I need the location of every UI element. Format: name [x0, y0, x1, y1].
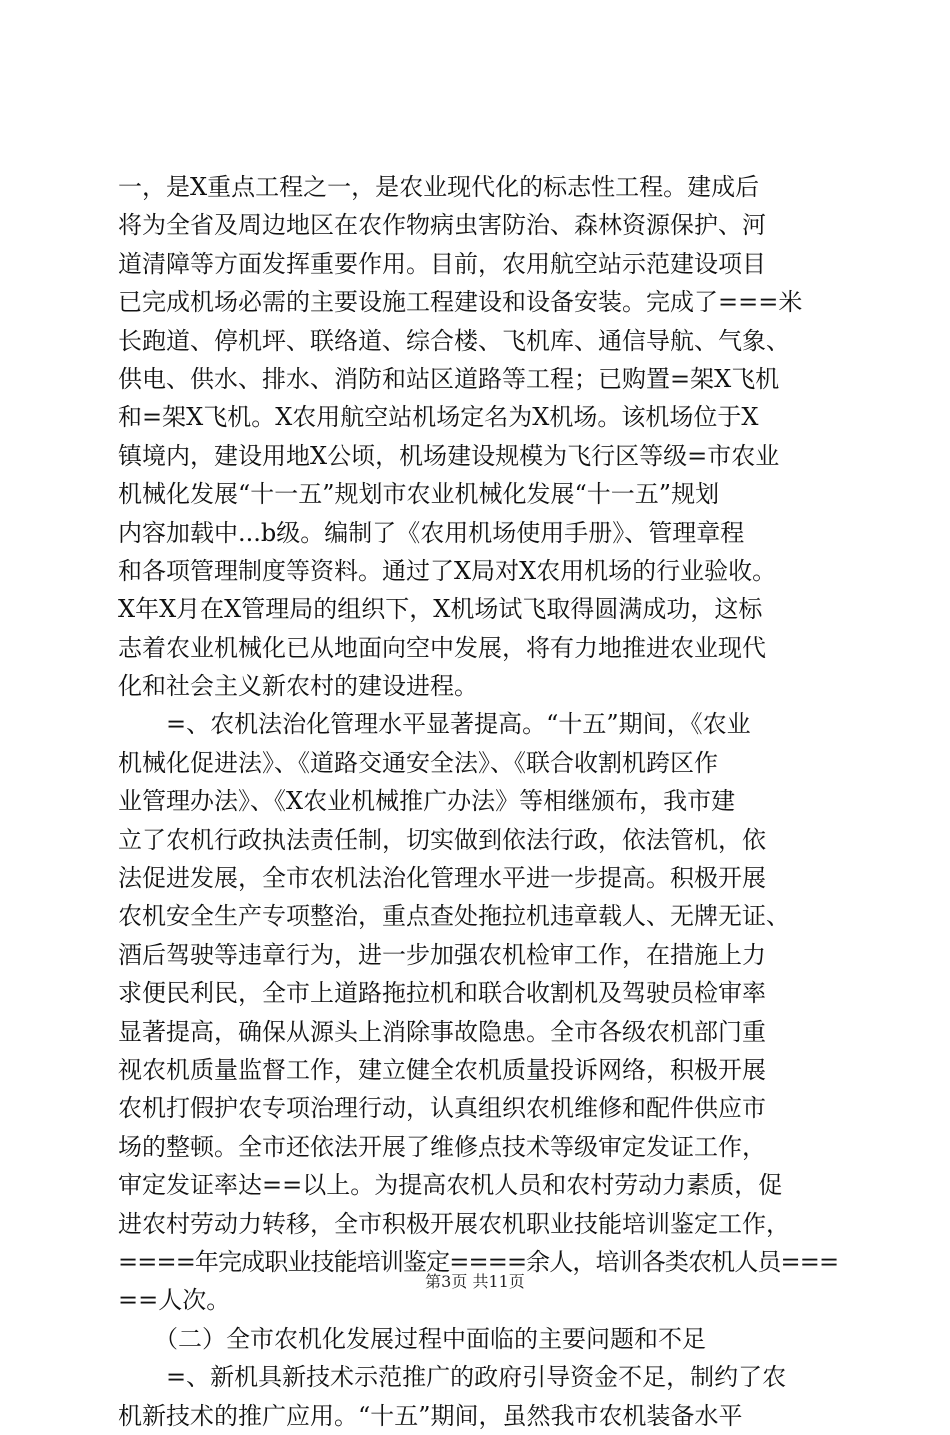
text-line: 供电、供水、排水、消防和站区道路等工程；已购置=架X飞机	[118, 364, 780, 393]
text-line: 立了农机行政执法责任制，切实做到依法行政，依法管机，依	[118, 825, 766, 854]
text-line: 农机打假护农专项治理行动，认真组织农机维修和配件供应市	[118, 1094, 766, 1123]
text-line: 显著提高，确保从源头上消除事故隐患。全市各级农机部门重	[118, 1017, 766, 1046]
text-line: 酒后驾驶等违章行为，进一步加强农机检审工作，在措施上力	[118, 940, 766, 969]
text-line: 农机安全生产专项整治，重点查处拖拉机违章载人、无牌无证、	[118, 902, 790, 931]
text-line: 志着农业机械化已从地面向空中发展，将有力地推进农业现代	[118, 633, 766, 662]
text-line: 求便民利民，全市上道路拖拉机和联合收割机及驾驶员检审率	[118, 979, 766, 1008]
text-line: （二）全市农机化发展过程中面临的主要问题和不足	[118, 1324, 706, 1353]
text-line: 道清障等方面发挥重要作用。目前，农用航空站示范建设项目	[118, 249, 766, 278]
text-line: 视农机质量监督工作，建立健全农机质量投诉网络，积极开展	[118, 1055, 766, 1084]
text-line: 一，是X重点工程之一，是农业现代化的标志性工程。建成后	[118, 173, 760, 201]
text-line: 法促进发展，全市农机法治化管理水平进一步提高。积极开展	[118, 864, 766, 893]
text-line: 已完成机场必需的主要设施工程建设和设备安装。完成了===米	[118, 288, 803, 317]
text-line: 化和社会主义新农村的建设进程。	[118, 672, 478, 701]
text-line: =、农机法治化管理水平显著提高。“十五”期间，《农业	[118, 710, 751, 739]
text-line: ====年完成职业技能培训鉴定====余人，培训各类农机人员===	[118, 1247, 838, 1276]
text-line: 审定发证率达==以上。为提高农机人员和农村劳动力素质，促	[118, 1171, 783, 1200]
body-text	[118, 168, 838, 1435]
text-line: 和各项管理制度等资料。通过了X局对X农用机场的行业验收。	[118, 556, 777, 585]
text-line: X年X月在X管理局的组织下，X机场试飞取得圆满成功，这标	[118, 595, 763, 624]
text-line: ==人次。	[118, 1286, 231, 1315]
text-line: 将为全省及周边地区在农作物病虫害防治、森林资源保护、河	[118, 211, 766, 240]
text-line: 业管理办法》、《X农业机械推广办法》等相继颁布，我市建	[118, 787, 736, 816]
text-line: 进农村劳动力转移，全市积极开展农机职业技能培训鉴定工作，	[118, 1209, 790, 1238]
text-line: 和=架X飞机。X农用航空站机场定名为X机场。该机场位于X	[118, 403, 759, 432]
text-line: =、新机具新技术示范推广的政府引导资金不足，制约了农	[118, 1363, 787, 1392]
text-line: 机械化发展“十一五”规划市农业机械化发展“十一五”规划	[118, 480, 720, 509]
text-line: 机械化促进法》、《道路交通安全法》、《联合收割机跨区作	[118, 748, 718, 777]
text-line: 长跑道、停机坪、联络道、综合楼、飞机库、通信导航、气象、	[118, 326, 790, 355]
text-line: 机新技术的推广应用。“十五”期间，虽然我市农机装备水平	[118, 1401, 743, 1430]
page-footer: 第3页 共11页	[425, 1272, 525, 1291]
text-line: 镇境内，建设用地X公顷，机场建设规模为飞行区等级=市农业	[118, 441, 780, 470]
text-line: 内容加载中...b级。编制了《农用机场使用手册》、管理章程	[118, 518, 745, 547]
text-line: 场的整顿。全市还依法开展了维修点技术等级审定发证工作，	[118, 1132, 766, 1161]
